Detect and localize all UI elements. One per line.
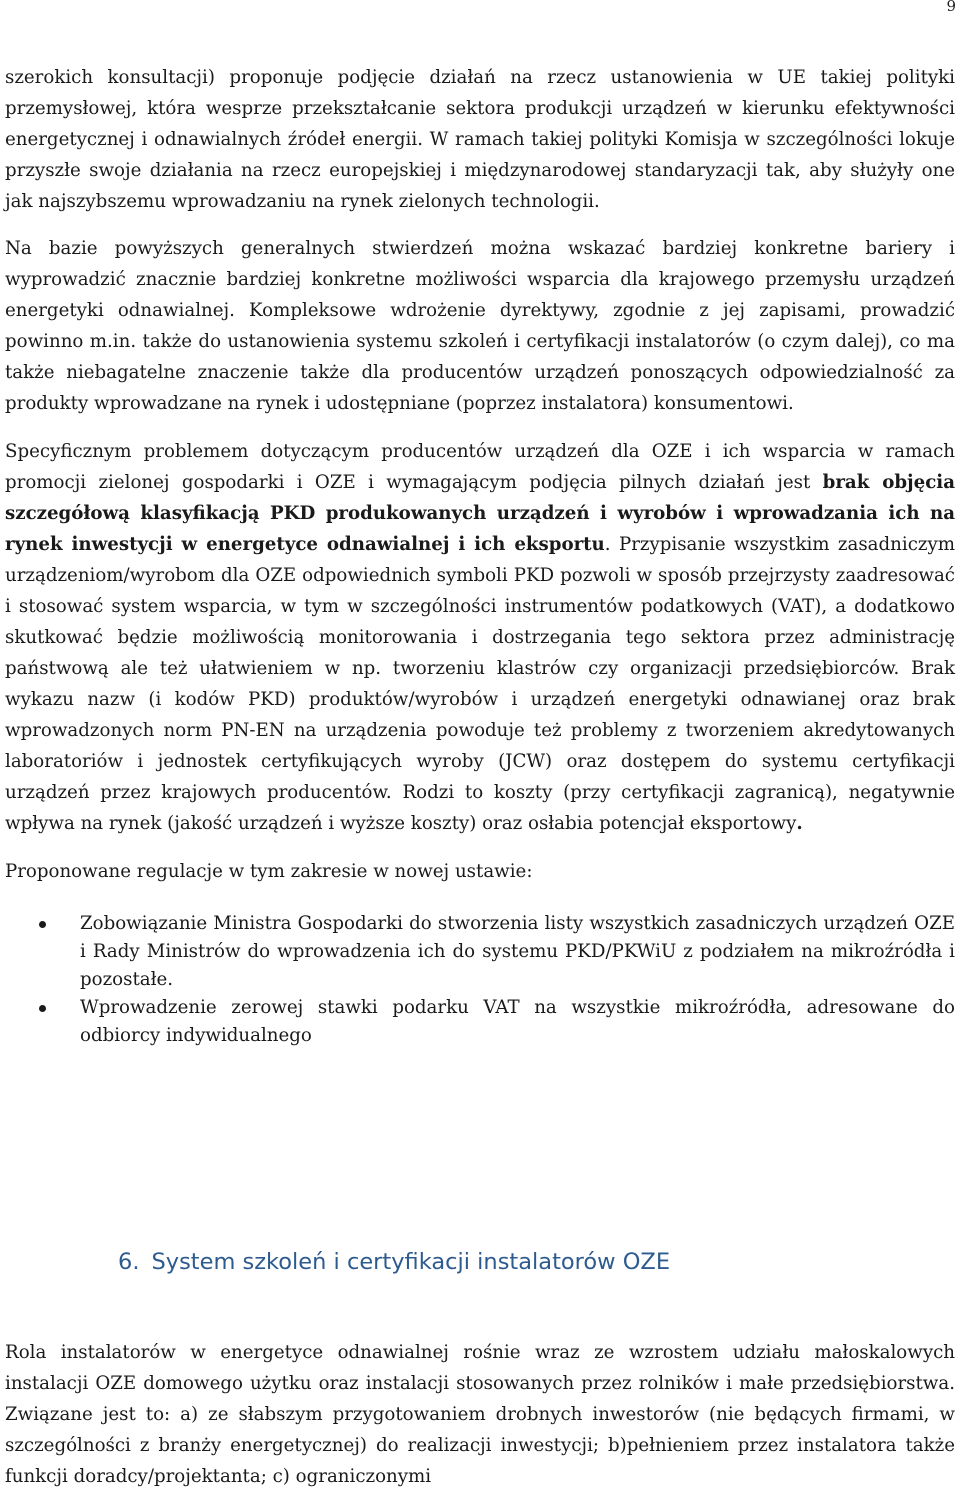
paragraph-4: Proponowane regulacje w tym zakresie w nowej ustawie: <box>5 861 533 882</box>
bullet-item-1 <box>5 910 955 994</box>
bullet-icon <box>39 1005 46 1012</box>
paragraph-3 <box>5 436 955 839</box>
paragraph-3-bold: brak objęcia szczegółową klasyfikacją PKD produkowanych urządzeń i wyrobów i wprowadzania ich na rynek inwestycji w energetyce odnawialnej i ich eksportu <box>5 472 955 555</box>
document-body <box>5 62 955 1050</box>
paragraph-3-end: . Przypisanie wszystkim zasadniczym urządzeniom/wyrobom dla OZE odpowiednich symboli PKD pozwoli w sposób przejrzysty zaadresować i stosować system wsparcia, w tym w szczególności instrumentów podatkowych (VAT), a dodatkowo skutkować będzie możliwością monitorowania i dostrzegania tego sektora przez administrację państwową ale też ułatwieniem w np. tworzeniu klastrów czy organizacji przedsiębiorców. Brak wykazu nazw (i kodów PKD) produktów/wyrobów i urządzeń energetyki odnawianej oraz brak wprowadzonych norm PN-EN na urządzenia powoduje też problemy z tworzeniem akredytowanych laboratoriów i jednostek certyfikujących wyroby (JCW) oraz dostępem do systemu certyfikacji urządzeń przez krajowych producentów. Rodzi to koszty (przy certyfikacji zagranicą), negatywnie wpływa na rynek (jakość urządzeń i wyższe koszty) oraz osłabia potencjał eksportowy <box>5 534 955 834</box>
page-number: 9 <box>946 0 956 15</box>
paragraph-1: szerokich konsultacji) proponuje podjęcie działań na rzecz ustanowienia w UE takiej polityki przemysłowej, która wesprze przekształcanie sektora produkcji urządzeń w kierunku efektywności energetycznej i odnawialnych źródeł energii. W ramach takiej polityki Komisja w szczególności lokuje przyszłe swoje działania na rzecz europejskiej i międzynarodowej standaryzacji tak, aby służyły one jak najszybszemu wprowadzaniu na rynek zielonych technologii. <box>5 67 955 212</box>
section-body <box>5 1337 955 1492</box>
bullet-text-1: Zobowiązanie Ministra Gospodarki do stworzenia listy wszystkich zasadniczych urządzeń OZE i Rady Ministrów do wprowadzenia ich do systemu PKD/PKWiU z podziałem na mikroźródła i pozostałe. <box>80 913 955 990</box>
bullet-icon <box>39 921 46 928</box>
bullet-text-2: Wprowadzenie zerowej stawki podarku VAT na wszystkie mikroźródła, adresowane do odbiorcy indywidualnego <box>80 997 955 1046</box>
bullet-list <box>5 910 955 1050</box>
section-number: 6. <box>118 1249 140 1275</box>
paragraph-3-start: Specyficznym problemem dotyczącym producentów urządzeń dla OZE i ich wsparcia w ramach promocji zielonej gospodarki i OZE i wymagającym podjęcia pilnych działań jest <box>5 441 955 493</box>
paragraph-5: Rola instalatorów w energetyce odnawialnej rośnie wraz ze wzrostem udziału małoskalowych instalacji OZE domowego użytku oraz instalacji stosowanych przez rolników i małe przedsiębiorstwa. Związane jest to: a) ze słabszym przygotowaniem drobnych inwestorów (nie będących firmami, w szczególności z branży energetycznej) do realizacji inwestycji; b)pełnieniem przez instalatora także funkcji doradcy/projektanta; c) ograniczonymi <box>5 1342 955 1487</box>
bullet-item-2 <box>5 994 955 1050</box>
section-heading <box>118 1245 670 1279</box>
section-title: System szkoleń i certyfikacji instalatorów OZE <box>151 1249 671 1275</box>
paragraph-3-final: . <box>796 813 803 834</box>
paragraph-2: Na bazie powyższych generalnych stwierdzeń można wskazać bardziej konkretne bariery i wyprowadzić znacznie bardziej konkretne możliwości wsparcia dla krajowego przemysłu urządzeń energetyki odnawialnej. Kompleksowe wdrożenie dyrektywy, zgodnie z jej zapisami, prowadzić powinno m.in. także do ustanowienia systemu szkoleń i certyfikacji instalatorów (o czym dalej), co ma także niebagatelne znaczenie także dla producentów urządzeń ponoszących odpowiedzialność za produkty wprowadzane na rynek i udostępniane (poprzez instalatora) konsumentowi. <box>5 238 955 414</box>
